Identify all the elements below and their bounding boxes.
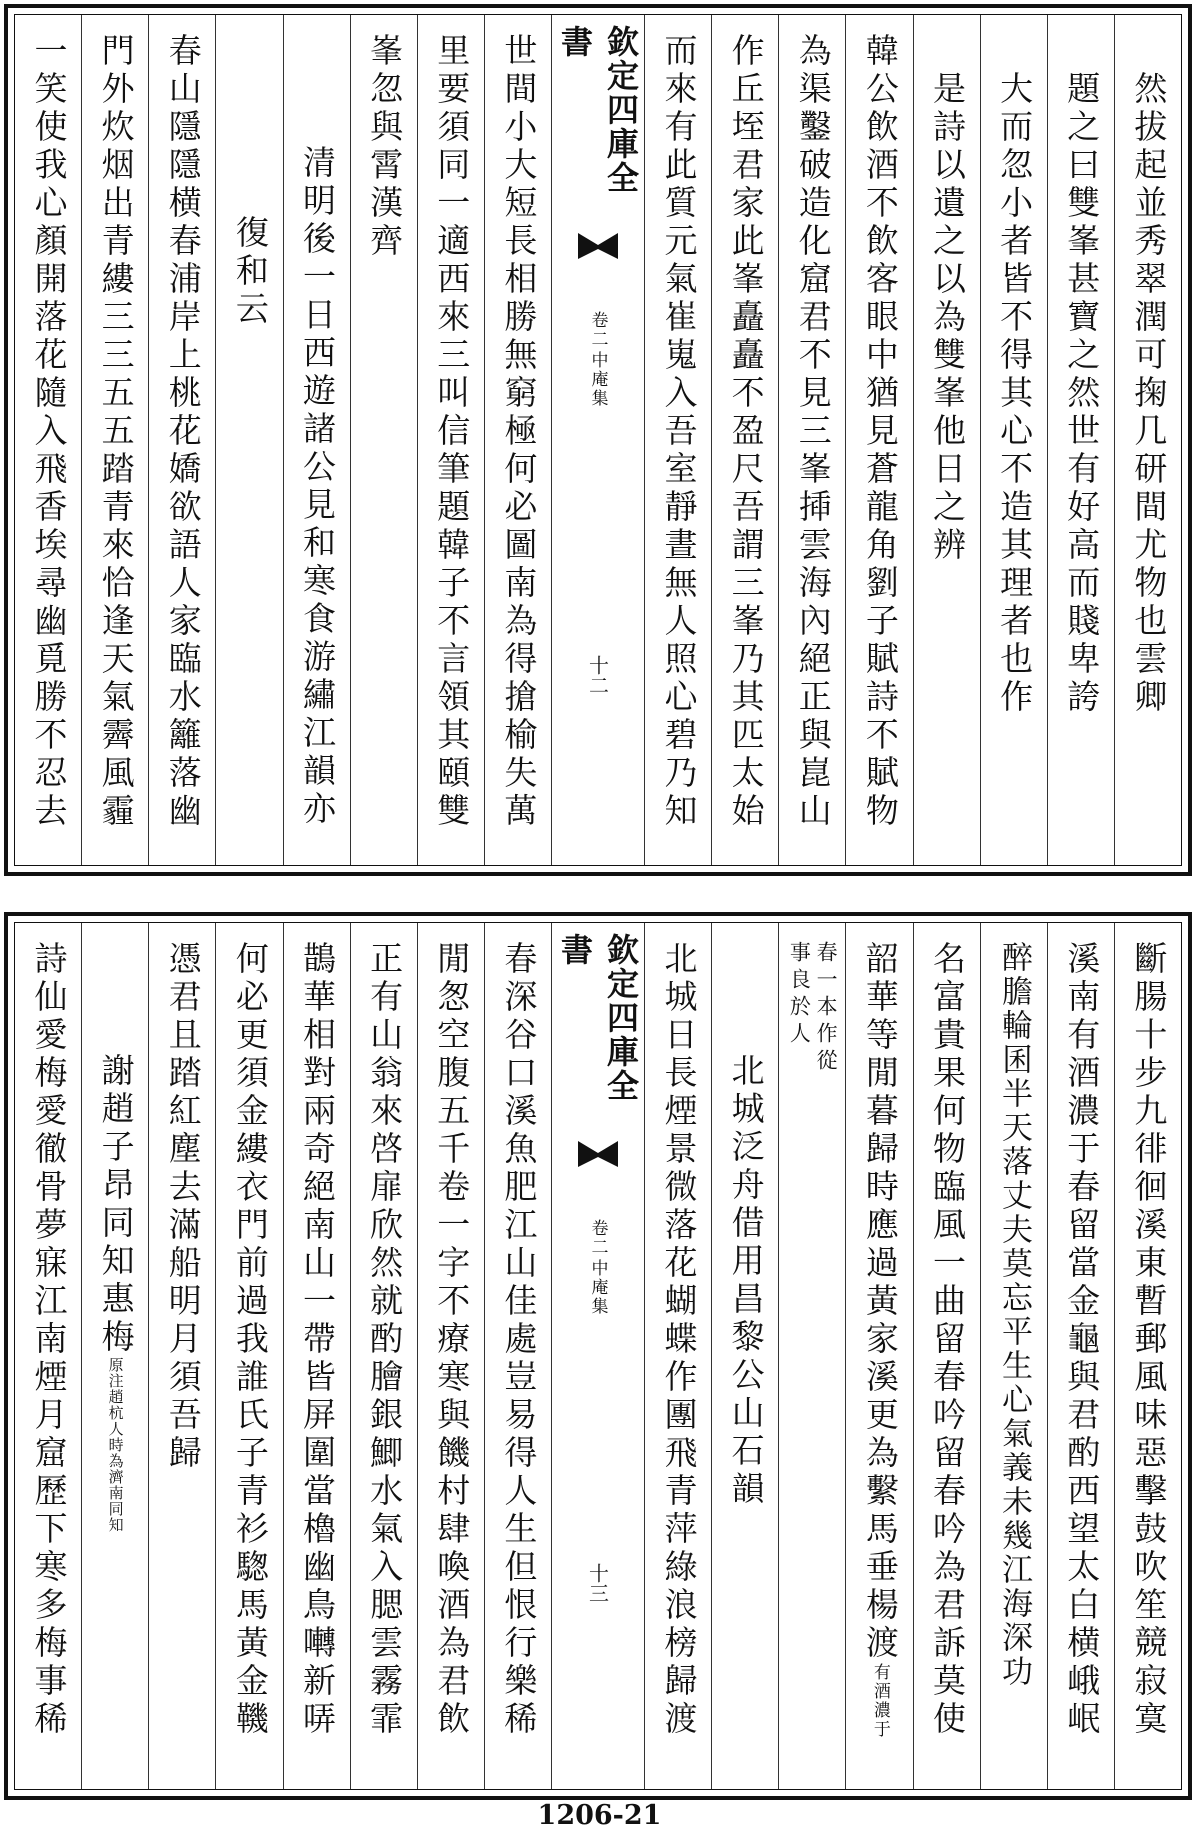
text-column bbox=[350, 923, 417, 1789]
page-number: 十三 bbox=[585, 1563, 610, 1603]
text-column bbox=[81, 923, 148, 1789]
top-page bbox=[4, 4, 1192, 876]
annotation-line: 事良於人 bbox=[787, 941, 812, 1049]
poem-title bbox=[96, 923, 135, 1789]
column-text: 為渠鑿破造化窟君不見三峯揷雲海內絕正與崑山 bbox=[793, 33, 833, 831]
text-column bbox=[148, 923, 215, 1789]
text-column bbox=[15, 15, 81, 865]
column-text: 韓公飲酒不飲客眼中猶見蒼龍角劉子賦詩不賦物 bbox=[860, 33, 900, 831]
banner-title: 欽定四庫全書 bbox=[556, 25, 640, 195]
column-text: 斷腸十步九徘徊溪東暫郵風味惡擊鼓吹笙競寂寞 bbox=[1129, 941, 1169, 1739]
text-column bbox=[913, 923, 980, 1789]
column-text: 是詩以遺之以為雙峯他日之辨 bbox=[928, 71, 968, 565]
column-text: 峯忽與霄漢齊 bbox=[365, 33, 405, 261]
text-column bbox=[15, 923, 81, 1789]
banner-title: 欽定四庫全書 bbox=[556, 933, 640, 1103]
center-banner bbox=[551, 15, 644, 865]
column-text: 大而忽小者皆不得其心不造其理者也作 bbox=[995, 71, 1035, 717]
text-column bbox=[711, 15, 778, 865]
column-text: 憑君且踏紅塵去滿船明月須吾歸 bbox=[163, 941, 203, 1473]
column-text: 何必更須金縷衣門前過我誰氏子青衫騘馬黃金鞿 bbox=[230, 941, 270, 1739]
text-column bbox=[644, 15, 711, 865]
page-footer-number: 1206-21 bbox=[537, 1800, 662, 1831]
column-text: 里要須同一適西來三叫信筆題韓子不言領其頤雙 bbox=[432, 33, 472, 831]
poem-title: 復和云 bbox=[230, 215, 270, 329]
column-text: 正有山翁來啓扉欣然就酌膾銀鯽水氣入腮雲霧霏 bbox=[365, 941, 405, 1739]
column-text: 作丘垤君家此峯矗矗不盈尺吾謂三峯乃其匹太始 bbox=[726, 33, 766, 831]
text-column bbox=[417, 15, 484, 865]
bottom-page bbox=[4, 912, 1192, 1800]
column-text: 然拔起並秀翠潤可掬几研間尤物也雲卿 bbox=[1129, 71, 1169, 717]
center-banner bbox=[551, 923, 644, 1789]
annotation-line: 春一本作從 bbox=[814, 941, 839, 1076]
column-text: 題之曰雙峯甚寶之然世有好高而賤卑誇 bbox=[1062, 71, 1102, 717]
text-column bbox=[215, 923, 282, 1789]
text-column bbox=[283, 923, 350, 1789]
text-column bbox=[283, 15, 350, 865]
banner-book: 中庵集 bbox=[587, 1259, 608, 1316]
text-column bbox=[980, 923, 1047, 1789]
column-text: 醉膽輪囷半天落丈夫莫忘平生心氣義未幾江海深功 bbox=[995, 941, 1032, 1689]
column-text: 春山隱隱横春浦岸上桃花嬌欲語人家臨水籬落幽 bbox=[163, 33, 203, 831]
banner-volume: 卷二 bbox=[587, 1219, 608, 1257]
text-column bbox=[215, 15, 282, 865]
page-number: 十二 bbox=[585, 655, 610, 695]
text-column bbox=[417, 923, 484, 1789]
column-text bbox=[860, 923, 899, 1789]
column-text: 門外炊烟出青縷三三五五踏青來恰逢天氣霽風霾 bbox=[96, 33, 136, 831]
text-column bbox=[81, 15, 148, 865]
column-text: 詩仙愛梅愛徹骨夢寐江南煙月窟歷下寒多梅事稀 bbox=[29, 941, 69, 1739]
top-page-frame bbox=[14, 14, 1182, 866]
text-column bbox=[845, 923, 912, 1789]
poem-title-text: 謝趙子昂同知惠梅 bbox=[96, 1053, 136, 1357]
column-text: 名富貴果何物臨風一曲留春吟留春吟為君訴莫使 bbox=[928, 941, 968, 1739]
text-column bbox=[1047, 15, 1114, 865]
column-text: 春深谷口溪魚肥江山佳處豈易得人生但恨行樂稀 bbox=[499, 941, 539, 1739]
text-column bbox=[148, 15, 215, 865]
column-text: 溪南有酒濃于春留當金龜與君酌西望太白横峨岷 bbox=[1062, 941, 1102, 1739]
text-column bbox=[711, 923, 778, 1789]
fishtail-mark-icon bbox=[576, 231, 620, 261]
column-text: 北城日長煙景微落花蝴蝶作團飛青萍綠浪榜歸渡 bbox=[659, 941, 699, 1739]
text-column bbox=[778, 15, 845, 865]
text-column bbox=[644, 923, 711, 1789]
text-column bbox=[1047, 923, 1114, 1789]
column-text: 一笑使我心顏開落花隨入飛香埃尋幽覓勝不忍去 bbox=[29, 33, 69, 831]
text-column bbox=[913, 15, 980, 865]
banner-book: 中庵集 bbox=[587, 351, 608, 408]
column-text: 而來有此質元氣崔嵬入吾室靜晝無人照心碧乃知 bbox=[659, 33, 699, 831]
inline-annotation: 有酒濃于 bbox=[869, 1663, 890, 1739]
text-column bbox=[980, 15, 1047, 865]
text-column bbox=[484, 923, 551, 1789]
column-text: 鵲華相對兩奇絕南山一帶皆屏圍當櫓幽鳥囀新哢 bbox=[298, 941, 338, 1739]
column-text: 世間小大短長相勝無窮極何必圖南為得搶榆失萬 bbox=[499, 33, 539, 831]
poem-title: 北城泛舟借用昌黎公山石韻 bbox=[726, 1053, 766, 1509]
poem-title: 清明後一日西遊諸公見和寒食游繡江韻亦 bbox=[298, 145, 338, 829]
text-column bbox=[1114, 15, 1181, 865]
banner-book-info bbox=[586, 311, 611, 408]
inline-annotation: 原注趙杭人時為濟南同知 bbox=[106, 1357, 125, 1533]
annotation-column bbox=[778, 923, 845, 1789]
column-text: 閒怱空腹五千卷一字不療寒與饑村肆喚酒為君飲 bbox=[432, 941, 472, 1739]
column-main-text: 韶華等閒暮歸時應過黃家溪更為繫馬垂楊渡 bbox=[860, 941, 900, 1663]
fishtail-mark-icon bbox=[576, 1139, 620, 1169]
banner-book-info bbox=[586, 1219, 611, 1316]
text-column bbox=[845, 15, 912, 865]
text-column bbox=[350, 15, 417, 865]
text-column bbox=[484, 15, 551, 865]
text-column bbox=[1114, 923, 1181, 1789]
bottom-page-frame bbox=[14, 922, 1182, 1790]
banner-volume: 卷二 bbox=[587, 311, 608, 349]
